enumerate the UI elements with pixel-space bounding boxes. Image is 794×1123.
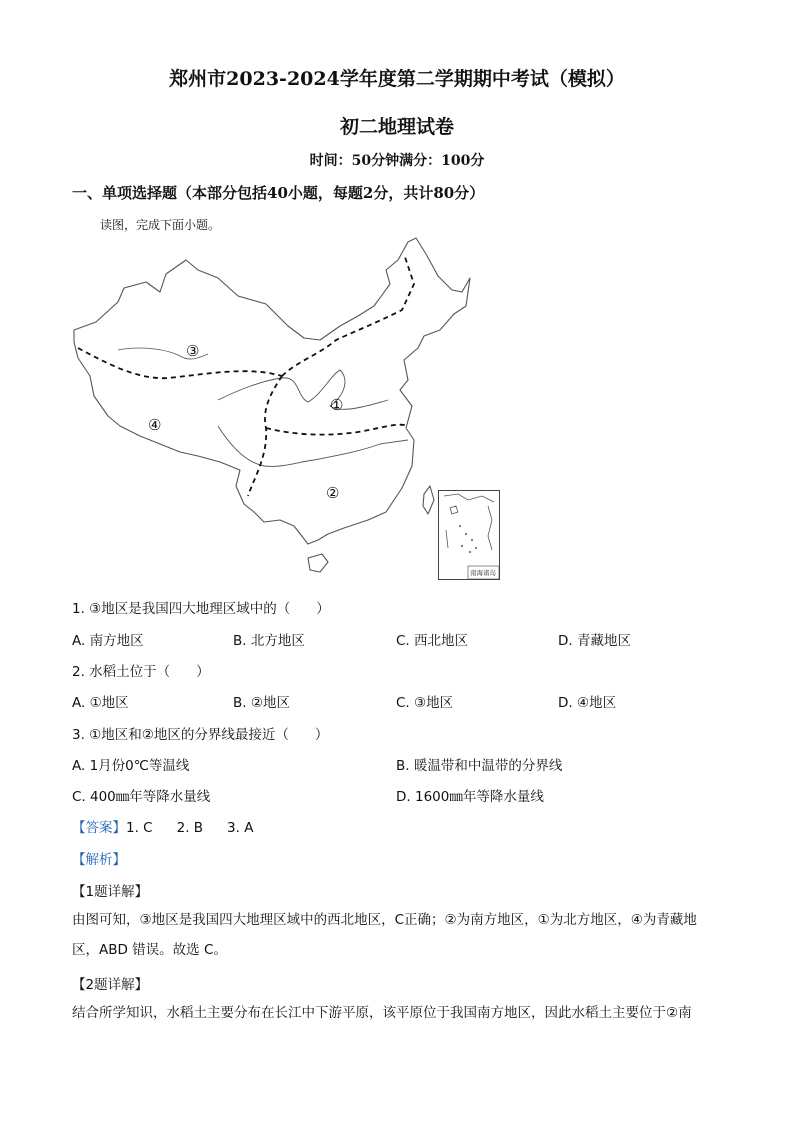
question-2-option-d[interactable]: D. ④地区 <box>558 695 617 711</box>
question-2-option-b[interactable]: B. ②地区 <box>233 695 290 711</box>
question-3-text: 3. ①地区和②地区的分界线最接近（ <box>72 727 289 743</box>
question-3-option-c[interactable]: C. 400㎜年等降水量线 <box>72 789 211 805</box>
answer-label: 【答案】 <box>72 820 126 836</box>
time-info: 时间：50分钟满分：100分 <box>309 153 485 169</box>
yangtze-river <box>218 426 408 466</box>
country-border <box>74 238 470 544</box>
question-3-option-a[interactable]: A. 1月份0℃等温线 <box>72 758 190 774</box>
hainan-island <box>308 554 328 572</box>
divider-qinghai-east <box>248 376 282 496</box>
question-1-option-c[interactable]: C. 西北地区 <box>396 633 469 649</box>
exam-title: 郑州市2023-2024学年度第二学期期中考试（模拟） <box>169 68 625 90</box>
section-intro: 读图，完成下面小题。 <box>100 218 221 232</box>
region-label-1: ① <box>330 396 344 414</box>
region-label-3: ③ <box>186 342 200 360</box>
answer-item-2: 2. B <box>176 820 204 836</box>
divider-north-south <box>266 425 408 435</box>
divider-northwest-qinghai <box>78 348 282 378</box>
question-2-option-c[interactable]: C. ③地区 <box>396 695 454 711</box>
inset-label: 南海诸岛 <box>470 569 496 577</box>
question-1-option-b[interactable]: B. 北方地区 <box>233 633 305 649</box>
question-1-text: 1. ③地区是我国四大地理区域中的（ <box>72 601 291 617</box>
question-1-bracket-close: ） <box>316 601 330 617</box>
analysis-q2-label: 【2题详解】 <box>72 977 149 993</box>
question-1-option-a[interactable]: A. 南方地区 <box>72 633 144 649</box>
yellow-river <box>218 370 388 409</box>
answer-item-3: 3. A <box>227 820 254 836</box>
south-china-sea-inset <box>438 490 500 580</box>
analysis-q1-text: 由图可知，③地区是我国四大地理区域中的西北地区，C正确；②为南方地区，①为北方地区，④为青藏地区，ABD 错误。故选 C。 <box>72 912 697 958</box>
analysis-q2-text: 结合所学知识，水稻土主要分布在长江中下游平原，该平原位于我国南方地区，因此水稻土主要位于②南 <box>72 1005 692 1021</box>
section-heading: 一、单项选择题（本部分包括40小题，每题2分，共计80分） <box>72 184 485 202</box>
divider-north-northwest <box>282 254 414 376</box>
question-1-stem <box>72 597 330 617</box>
question-1-option-d[interactable]: D. 青藏地区 <box>558 633 631 649</box>
answer-item-1: 1. C <box>126 820 153 836</box>
answer-line <box>72 816 253 836</box>
region-label-2: ② <box>326 484 340 502</box>
question-2-option-a[interactable]: A. ①地区 <box>72 695 129 711</box>
question-3-option-b[interactable]: B. 暖温带和中温带的分界线 <box>396 758 563 774</box>
region-label-4: ④ <box>148 416 162 434</box>
question-2-bracket-close: ） <box>196 664 210 680</box>
analysis-q1-label: 【1题详解】 <box>72 884 149 900</box>
exam-subtitle: 初二地理试卷 <box>339 116 454 138</box>
question-3-bracket-close: ） <box>314 727 329 743</box>
analysis-label: 【解析】 <box>72 852 126 868</box>
question-2-text: 2. 水稻土位于（ <box>72 664 171 680</box>
question-3-stem <box>72 723 328 743</box>
question-2-stem <box>72 660 210 680</box>
taiwan-island <box>423 486 434 514</box>
question-3-option-d[interactable]: D. 1600㎜年等降水量线 <box>396 789 544 805</box>
